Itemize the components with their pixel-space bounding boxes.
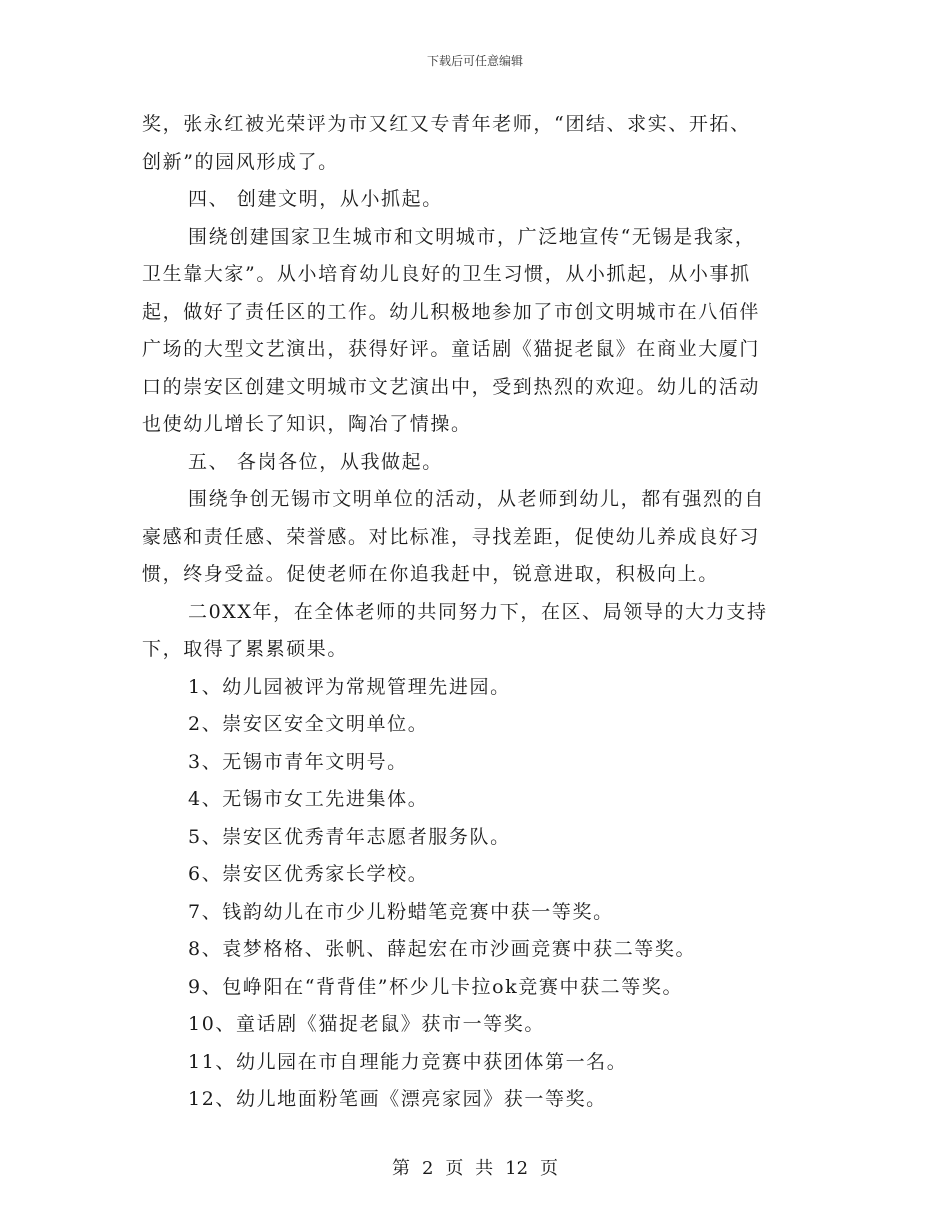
document-body (142, 106, 802, 1119)
text-line: 围绕创建国家卫生城市和文明城市，广泛地宣传“无锡是我家， (188, 225, 756, 248)
achievement-item: 3、无锡市青年文明号。 (188, 750, 408, 773)
achievement-item: 1、幼儿园被评为常规管理先进园。 (188, 675, 511, 698)
current-page-number: 2 (421, 1158, 434, 1179)
section-heading-5: 五、 各岗各位，从我做起。 (188, 450, 443, 473)
achievement-item: 12、幼儿地面粉笔画《漂亮家园》获一等奖。 (188, 1088, 607, 1110)
total-pages-number: 12 (505, 1158, 529, 1179)
text-line: 口的崇安区创建文明城市文艺演出中，受到热烈的欢迎。幼儿的活动 (142, 375, 761, 398)
achievement-item: 9、包峥阳在“背背佳”杯少儿卡拉ok竞赛中获二等奖。 (188, 975, 684, 998)
text-line: 豪感和责任感、荣誉感。对比标准，寻找差距，促使幼儿养成良好习 (142, 525, 761, 548)
text-line: 围绕争创无锡市文明单位的活动，从老师到幼儿，都有强烈的自 (188, 488, 765, 510)
section-heading-4: 四、 创建文明，从小抓起。 (188, 188, 443, 210)
achievement-item: 6、崇安区优秀家长学校。 (188, 863, 429, 885)
text-line: 起，做好了责任区的工作。幼儿积极地参加了市创文明城市在八佰伴 (142, 300, 761, 323)
achievement-item: 7、钱韵幼儿在市少儿粉蜡笔竞赛中获一等奖。 (188, 900, 614, 923)
achievement-item: 4、无锡市女工先进集体。 (188, 788, 429, 810)
achievement-item: 11、幼儿园在市自理能力竞赛中获团体第一名。 (188, 1050, 628, 1073)
text-line: 卫生靠大家”。从小培育幼儿良好的卫生习惯，从小抓起，从小事抓 (142, 263, 751, 285)
text-line: 也使幼儿增长了知识，陶冶了情操。 (142, 413, 472, 435)
footer-mid: 页 共 (445, 1158, 494, 1179)
achievement-item: 2、崇安区安全文明单位。 (188, 713, 429, 735)
text-line: 下，取得了累累硕果。 (142, 638, 349, 660)
text-line: 奖，张永红被光荣评为市又红又专青年老师，“团结、求实、开拓、 (142, 113, 751, 135)
achievement-item: 8、袁梦格格、张帆、薛起宏在市沙画竞赛中获二等奖。 (188, 938, 697, 960)
text-line: 惯，终身受益。促使老师在你追我赶中，锐意进取，积极向上。 (142, 563, 719, 585)
footer-suffix: 页 (540, 1158, 559, 1179)
text-line: 二0XX年，在全体老师的共同努力下，在区、局领导的大力支持 (188, 600, 768, 623)
footer-prefix: 第 (391, 1158, 410, 1179)
text-line: 广场的大型文艺演出，获得好评。童话剧《猫捉老鼠》在商业大厦门 (142, 338, 761, 360)
achievement-item: 5、崇安区优秀青年志愿者服务队。 (188, 825, 511, 848)
page-header: 下载后可任意编辑 (426, 54, 523, 68)
page-footer (0, 1154, 950, 1180)
text-line: 创新”的园风形成了。 (142, 150, 339, 173)
achievement-item: 10、童话剧《猫捉老鼠》获市一等奖。 (188, 1013, 545, 1035)
